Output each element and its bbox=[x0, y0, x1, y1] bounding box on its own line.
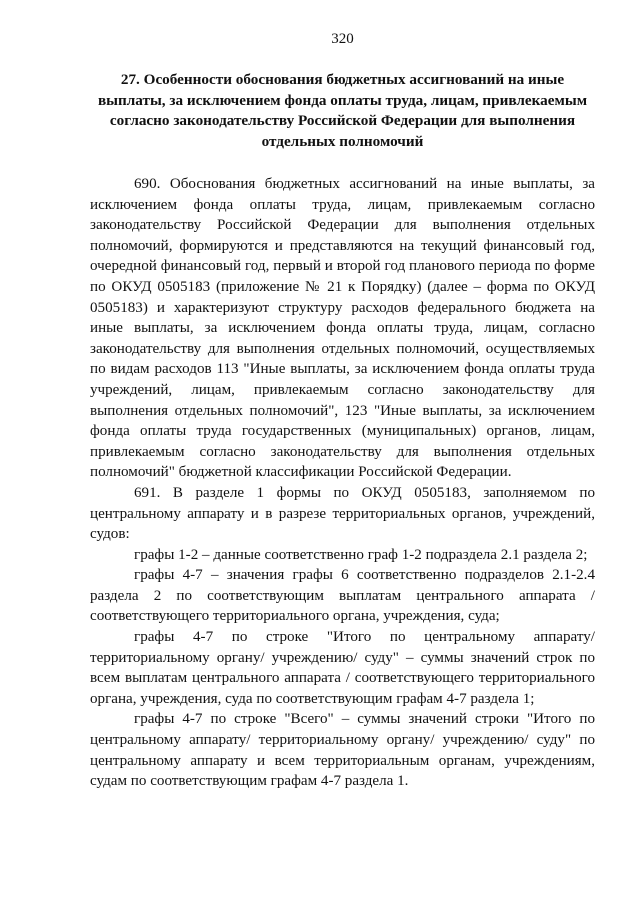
list-item-columns-1-2: графы 1-2 – данные соответственно граф 1-2 подраздела 2.1 раздела 2; bbox=[134, 546, 588, 563]
paragraph-691: 691. В разделе 1 формы по ОКУД 0505183, заполняемом по центральному аппарату и в разрезе территориальных органов, учреждений, судов: bbox=[90, 484, 595, 543]
paragraph-690: 690. Обоснования бюджетных ассигнований на иные выплаты, за исключением фонда оплаты труда, лицам, привлекаемым согласно законодательству Российской Федерации для выполнения отдельных полномочий, формируются и представляются на текущий финансовый год, очередной финансовый год, первый и второй год планового периода по форме по ОКУД 0505183 (приложение № 21 к Порядку) (далее – форма по ОКУД 0505183) и характеризуют структуру расходов федерального бюджета на иные выплаты, за исключением фонда оплаты труда, лицам, согласно законодательству для выполнения отдельных полномочий, осуществляемых по видам расходов 113 "Иные выплаты, за исключением фонда оплаты труда учреждений, лицам, привлекаемым согласно законодательству для выполнения отдельных полномочий", 123 "Иные выплаты, за исключением фонда оплаты труда государственных (муниципальных) органов, лицам, привлекаемым согласно законодательству для выполнения отдельных полномочий" бюджетной классификации Российской Федерации. bbox=[90, 176, 595, 481]
page-number: 320 bbox=[331, 31, 354, 47]
section-title: 27. Особенности обоснования бюджетных ассигнований на иные выплаты, за исключением фонда оплаты труда, лицам, привлекаемым согласно законодательству Российской Федерации для выполнения отдельных полномочий bbox=[97, 71, 588, 150]
document-page bbox=[90, 30, 595, 792]
list-item-columns-4-7-total: графы 4-7 по строке "Итого по центральному аппарату/ территориальному органу/ учреждению/ суду" – суммы значений строк по всем выплатам центрального аппарата / соответствующего территориального органа, учреждения, суда по соответствующим графам 4-7 раздела 1; bbox=[90, 629, 595, 707]
list-item-columns-4-7: графы 4-7 – значения графы 6 соответственно подразделов 2.1-2.4 раздела 2 по соответствующим выплатам центрального аппарата / соответствующего территориального органа, учреждения, суда; bbox=[90, 567, 595, 625]
list-item-columns-4-7-grand-total: графы 4-7 по строке "Всего" – суммы значений строки "Итого по центральному аппарату/ территориальному органу/ учреждению/ суду" по центральному аппарату и всем территориальным органам, учреждениям, судам по соответствующим графам 4-7 раздела 1. bbox=[90, 711, 595, 790]
